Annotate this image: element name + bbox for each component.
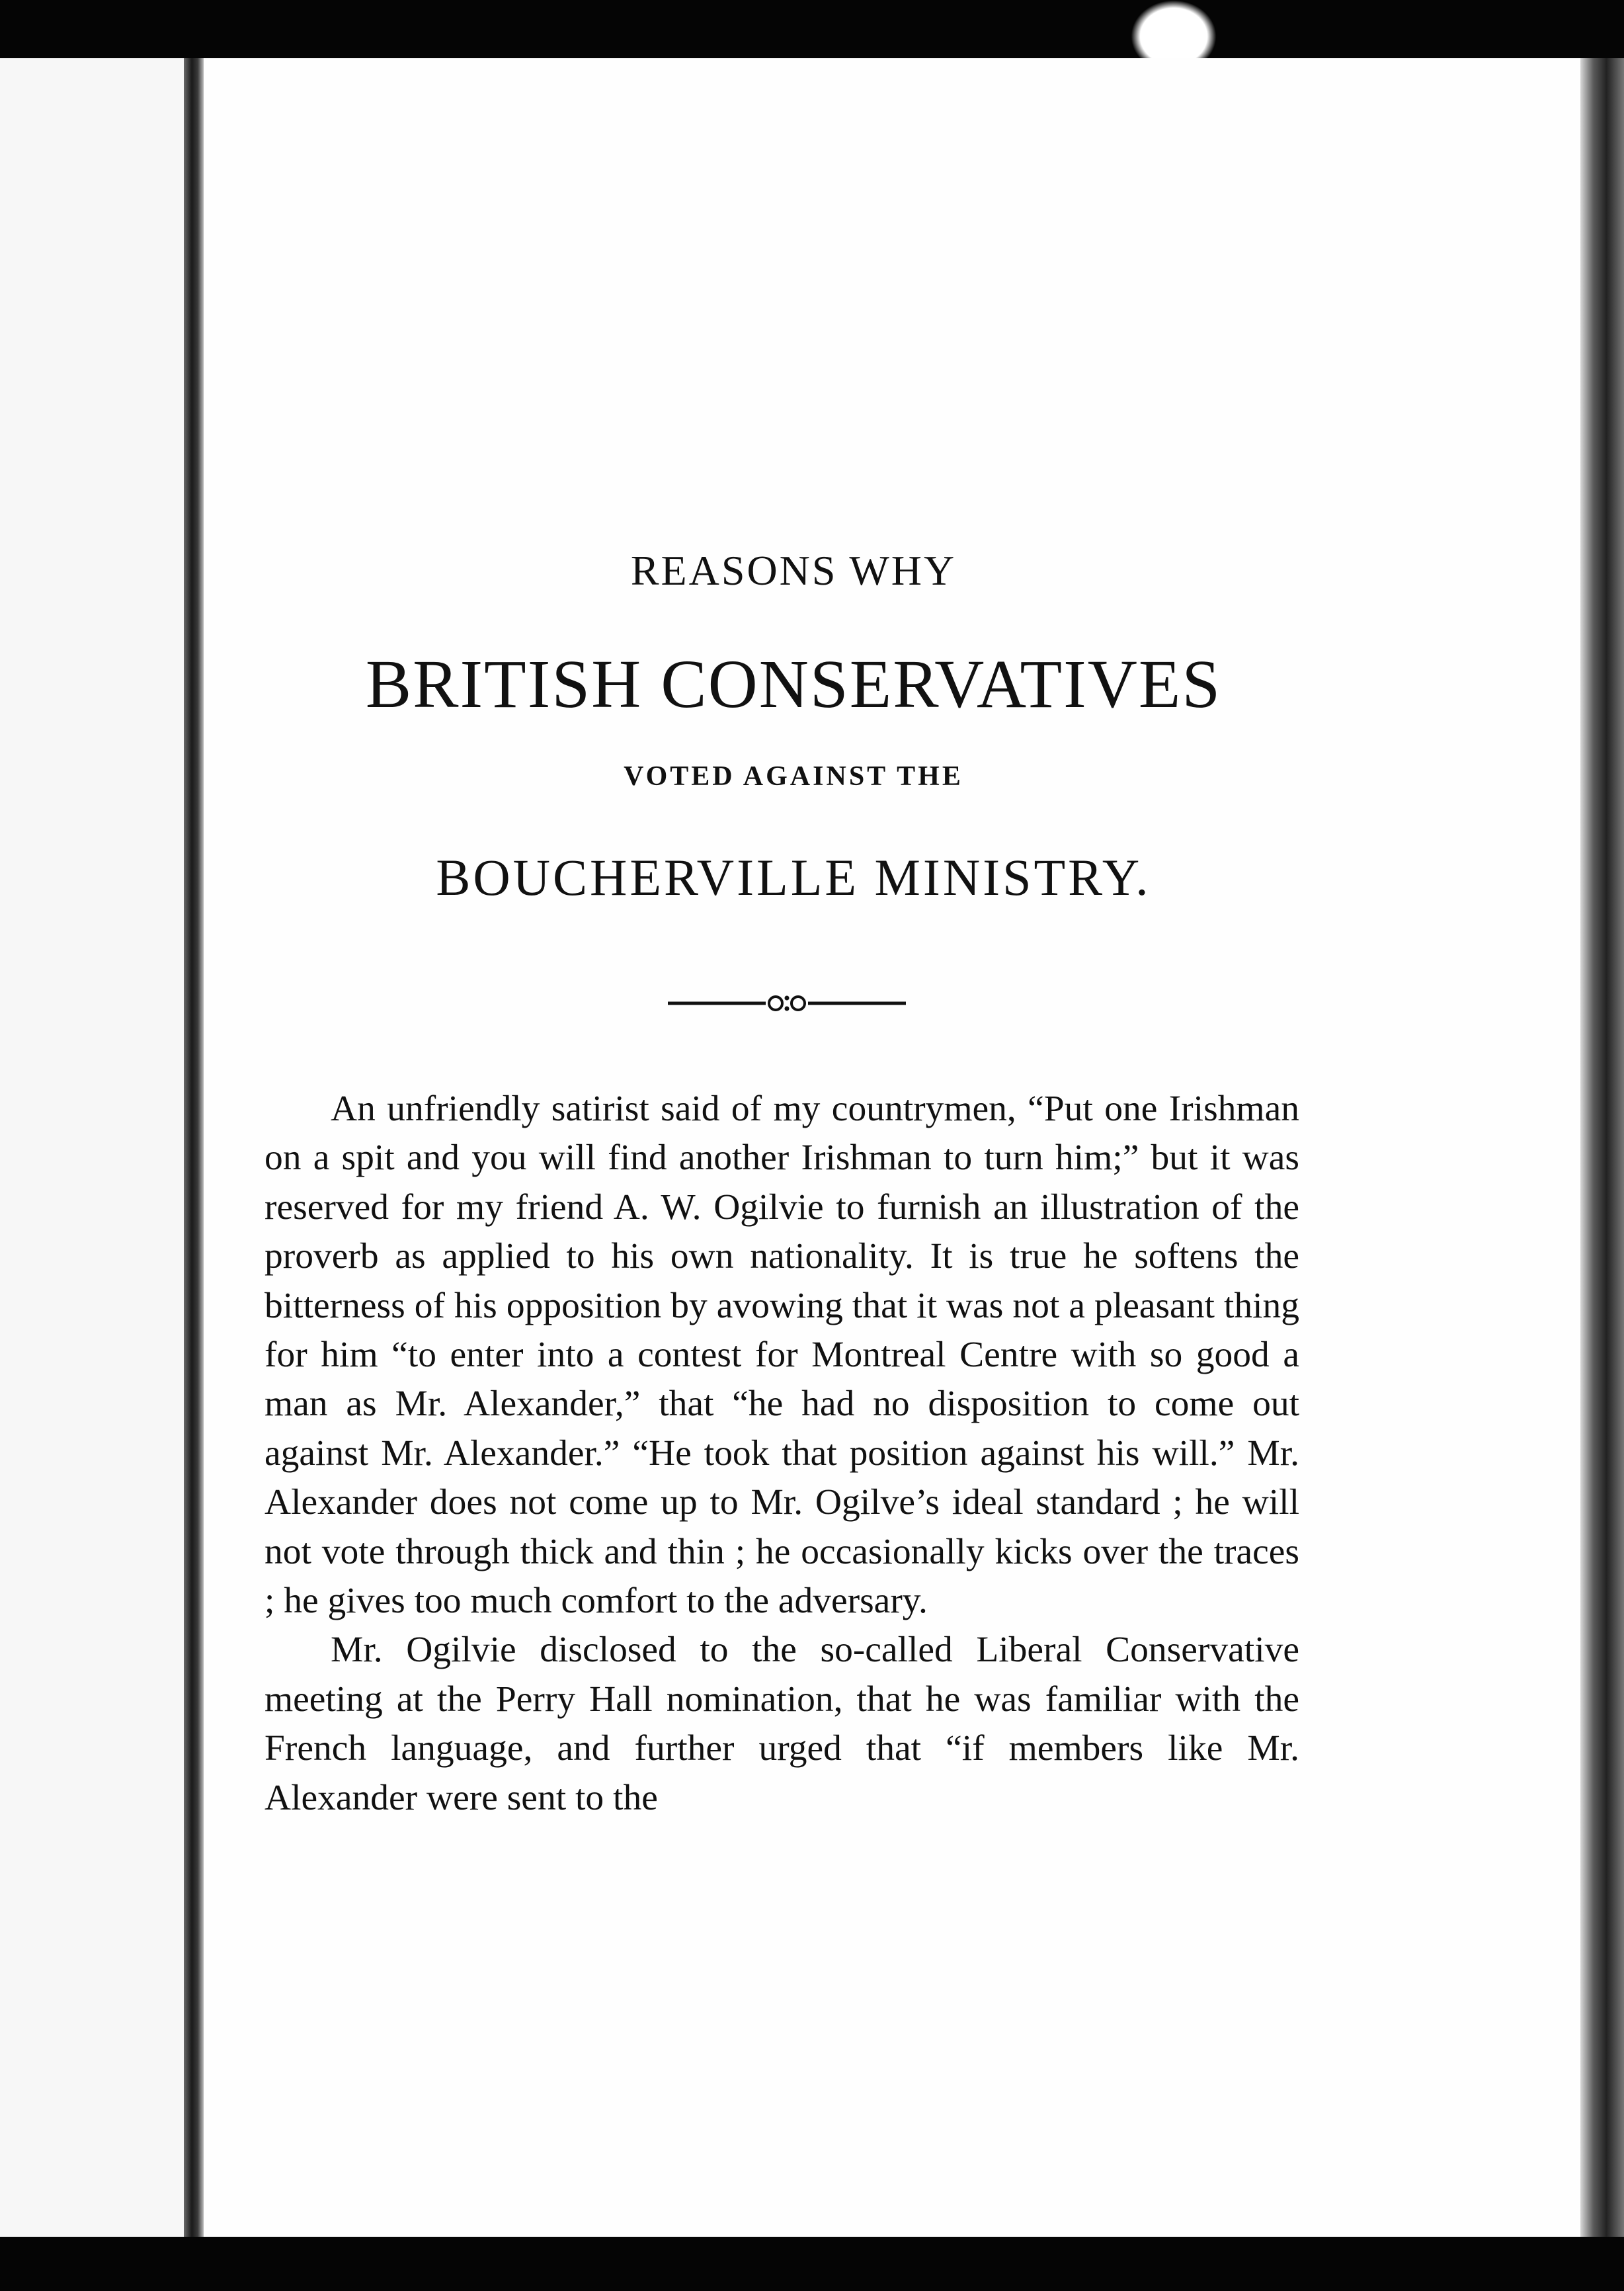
paragraph: An unfriendly satirist said of my countrymen, “Put one Irishman on a spit and you will find another Irishman to turn him;” but it was reserved for my friend A. W. Ogilvie to furnish an illustration of the proverb as applied to his own nationality. It is true he softens the bitterness of his opposition by avowing that it was not a pleasant thing for him “to enter into a contest for Montreal Centre with so good a man as Mr. Alexander,” that “he had no disposition to come out against Mr. Alexander.” “He took that position against his will.” Mr. Alexander does not come up to Mr. Ogilve’s ideal standard ; he will not vote through thick and thin ; he occasionally kicks over the traces ; he gives too much comfort to the adversary. bbox=[264, 1089, 1299, 1622]
body-text bbox=[264, 1085, 1299, 1823]
scan-bottom-border bbox=[0, 2237, 1624, 2291]
ornament-divider bbox=[668, 989, 906, 1018]
heading-reasons-why: REASONS WHY bbox=[630, 547, 957, 594]
facing-page-edge bbox=[0, 58, 192, 2237]
page-edge-right bbox=[1580, 58, 1624, 2237]
book-gutter bbox=[184, 58, 204, 2237]
heading-ministry: BOUCHERVILLE MINISTRY. bbox=[436, 849, 1151, 906]
paragraph: Mr. Ogilvie disclosed to the so-called Liberal Conservative meeting at the Perry Hall nomination, that he was familiar with the French language, and further urged that “if members like Mr. Alexander were sent to the bbox=[264, 1630, 1299, 1818]
heading-voted-against: VOTED AGAINST THE bbox=[624, 761, 963, 792]
scan-top-border bbox=[0, 0, 1624, 58]
heading-british-conservatives: BRITISH CONSERVATIVES bbox=[365, 646, 1222, 722]
